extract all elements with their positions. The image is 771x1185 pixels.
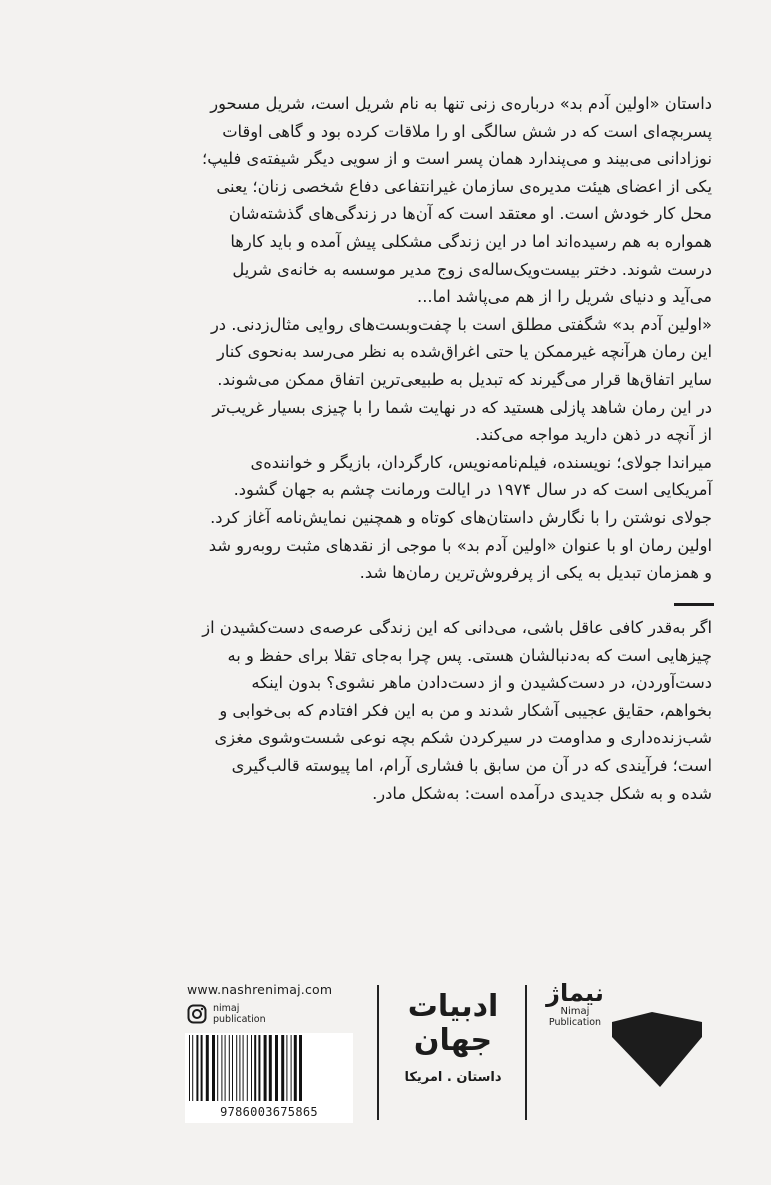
series-logo [392,990,514,1085]
series-subtitle: داستان . امریکا [404,1070,502,1085]
book-description [94,90,712,587]
section-divider [674,603,714,606]
description-line: یکی از اعضای هیئت مدیره‌ی سازمان غیرانتفاعی دفاع شخصی زنان؛ یعنی [216,176,712,196]
series-title-line-1: ادبیات [407,989,499,1024]
footer-divider [377,985,379,1120]
description-line: محل کار خودش است. او معتقد است که آن‌ها در زندگی‌های گذشته‌شان [228,204,712,224]
footer-divider [525,985,527,1120]
excerpt-line: دست‌آوردن، در دست‌کشیدن و از دست‌دادن ماهر نشوی؟ بدون اینکه [251,673,712,693]
description-line: اولین رمان او با عنوان «اولین آدم بد» با موجی از نقدهای مثبت روبه‌رو شد [208,535,712,555]
publisher-name-en-1: Nimaj [560,1006,590,1017]
barcode-bars [187,1035,351,1103]
isbn-number: 9786003675865 [220,1105,318,1119]
description-line: میراندا جولای؛ نویسنده، فیلم‌نامه‌نویس، کارگردان، بازیگر و خواننده‌ی [250,452,712,472]
series-title-line-2: جهان [413,1023,493,1058]
book-excerpt [94,614,712,807]
description-line: جولای نوشتن را با نگارش داستان‌های کوتاه و همچنین نمایش‌نامه آغاز کرد. [210,507,712,527]
description-line: می‌آید و دنیای شریل را از هم می‌پاشد اما... [417,287,712,307]
publisher-website[interactable]: www.nashrenimaj.com [187,982,333,997]
description-line: درست شوند. دختر بیست‌ویک‌ساله‌ی زوج مدیر موسسه به خانه‌ی شریل [232,259,712,279]
publisher-name-en-2: Publication [548,1017,602,1028]
description-line: داستان «اولین آدم بد» درباره‌ی زنی تنها به نام شریل است، شریل مسحور [210,94,712,113]
excerpt-line: شده و به شکل جدیدی درآمده است: به‌شکل مادر. [372,783,712,803]
instagram-icon [187,1004,207,1024]
description-line: پسربچه‌ای است که در شش سالگی او را ملاقات کرده بود و گاهی اوقات [222,121,712,141]
description-line: این رمان هرآنچه غیرممکن یا حتی اغراق‌شده به نظر می‌رسد به‌نحوی کنار [216,342,712,362]
description-line: نوزادانی می‌بیند و می‌پندارد همان پسر است و از سویی دیگر شیفته‌ی فلیپ؛ [202,149,712,169]
description-line: آمریکایی است که در سال ۱۹۷۴ در ایالت ورمانت چشم به جهان گشود. [233,480,712,500]
description-line: در این رمان شاهد پازلی هستید که در نهایت شما را با چیزی بسیار غریب‌تر [212,397,712,417]
excerpt-line: چیزهایی است که به‌دنبالشان هستی. پس چرا به‌جای تقلا برای حفظ و به [227,645,712,665]
publisher-logo-icon [612,1012,702,1087]
instagram-handle[interactable] [187,1003,266,1025]
description-line: «اولین آدم بد» شگفتی مطلق است با چفت‌وبست‌های روایی مثال‌زدنی. در [210,314,712,334]
publisher-logo-text [540,980,610,1028]
excerpt-line: اگر به‌قدر کافی عاقل باشی، می‌دانی که این زندگی عرصه‌ی دست‌کشیدن از [202,618,712,637]
instagram-line-2: publication [213,1014,266,1025]
excerpt-line: بخواهم، حقایق عجیبی آشکار شدند و من به این فکر افتادم که بی‌خوابی و [219,700,712,720]
instagram-line-1: nimaj [213,1003,240,1014]
description-line: سایر اتفاق‌ها قرار می‌گیرند که تبدیل به طبیعی‌ترین اتفاق ممکن می‌شوند. [217,369,712,389]
publisher-name-fa: نیماژ [546,979,604,1007]
description-line: همواره به هم رسیده‌اند اما در این زندگی مشکلی پیش آمده و باید کارها [230,231,712,251]
description-line: از آنچه در ذهن دارید مواجه می‌کند. [475,425,712,445]
excerpt-line: است؛ فرآیندی که در آن من سابق با فشاری آرام، اما پیوسته قالب‌گیری [231,755,712,775]
excerpt-line: شب‌زنده‌داری و مداومت در سیرکردن شکم بچه نوعی شست‌وشوی مغزی [214,728,712,748]
description-line: و همزمان تبدیل به یکی از پرفروش‌ترین رمان‌ها شد. [359,563,712,583]
isbn-barcode [185,1033,353,1123]
